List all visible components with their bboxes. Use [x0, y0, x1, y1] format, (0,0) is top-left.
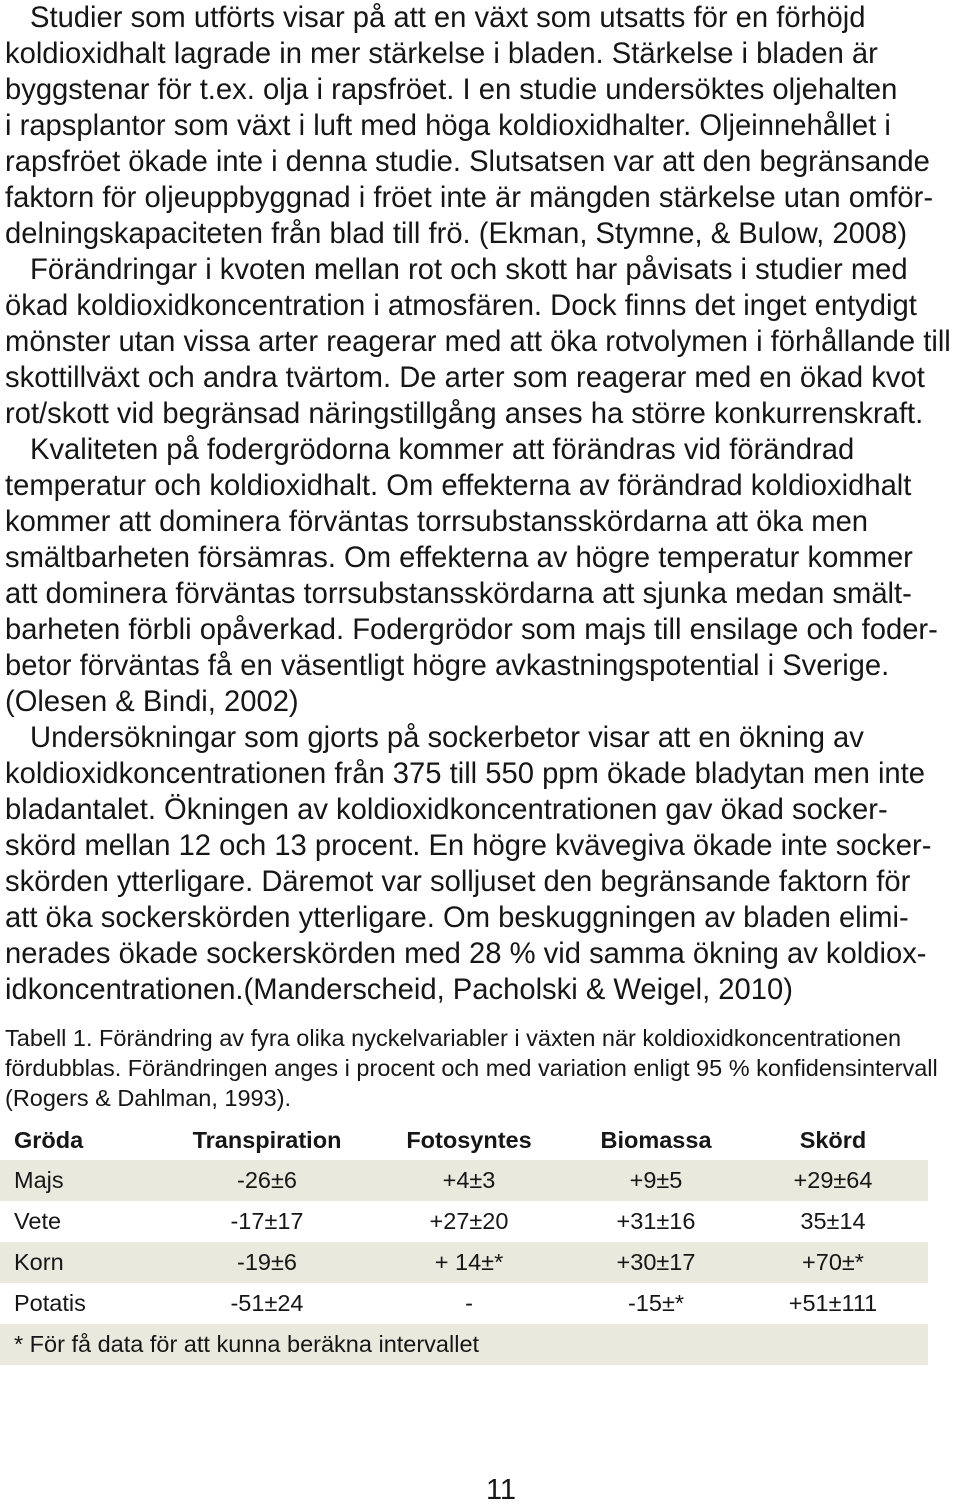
text-line: skottillväxt och andra tvärtom. De arter som reagerar med en ökad kvot [5, 362, 925, 394]
table-row [0, 1201, 928, 1242]
text-line: smältbarheten försämras. Om effekterna av högre temperatur kommer [5, 542, 913, 574]
cell-transpiration: -17±17 [230, 1208, 304, 1234]
header-yield: Skörd [799, 1126, 867, 1153]
text-line: delningskapaciteten från blad till frö. (Ekman, Stymne, & Bulow, 2008) [5, 218, 908, 250]
cell-yield: +29±64 [793, 1167, 873, 1193]
cell-yield: +70±* [802, 1249, 864, 1275]
paragraph-fodder-crops [5, 432, 955, 720]
text-line: Undersökningar som gjorts på sockerbetor visar att en ökning av [30, 722, 864, 754]
text-line: (Olesen & Bindi, 2002) [5, 686, 299, 718]
text-line: nerades ökade sockerskörden med 28 % vid samma ökning av koldiox- [5, 938, 927, 970]
text-line: temperatur och koldioxidhalt. Om effekterna av förändrad koldioxidhalt [5, 470, 912, 502]
text-line: att dominera förväntas torrsubstansskördarna att sjunka medan smält- [5, 578, 912, 610]
header-biomass: Biomassa [600, 1126, 712, 1153]
cell-yield: +51±111 [788, 1290, 878, 1316]
cell-photosynthesis: +27±20 [429, 1208, 509, 1234]
text-line: idkoncentrationen.(Manderscheid, Pacholski & Weigel, 2010) [5, 974, 793, 1006]
text-line: skörden ytterligare. Däremot var solljuset den begränsande faktorn för [5, 866, 911, 898]
table-row [0, 1283, 928, 1324]
text-line: rapsfröet ökade inte i denna studie. Slutsatsen var att den begränsande [5, 146, 930, 178]
text-line: Studier som utförts visar på att en växt som utsatts för en förhöjd [30, 2, 866, 34]
table-header-row [0, 1120, 928, 1160]
cell-biomass: -15±* [627, 1290, 684, 1316]
body-text [5, 0, 955, 1008]
text-line: koldioxidhalt lagrade in mer stärkelse i bladen. Stärkelse i bladen är [5, 38, 878, 70]
text-line: bladantalet. Ökningen av koldioxidkoncentrationen gav ökad socker- [5, 794, 888, 826]
text-line: skörd mellan 12 och 13 procent. En högre kvävegiva ökade inte socker- [5, 830, 932, 862]
text-line: att öka sockerskörden ytterligare. Om beskuggningen av bladen elimi- [5, 902, 909, 934]
text-line: Förändringar i kvoten mellan rot och skott har påvisats i studier med [30, 254, 908, 286]
table-row [0, 1160, 928, 1201]
paragraph-rapeseed-oil [5, 0, 955, 252]
header-photosynthesis: Fotosyntes [406, 1126, 532, 1153]
text-line: betor förväntas få en väsentligt högre avkastningspotential i Sverige. [5, 650, 890, 682]
cell-crop: Potatis [14, 1290, 86, 1316]
text-line: koldioxidkoncentrationen från 375 till 550 ppm ökade bladytan men inte [5, 758, 926, 790]
cell-biomass: +31±16 [616, 1208, 696, 1234]
caption-line: fördubblas. Förändringen anges i procent och med variation enligt 95 % konfidensintervall [5, 1055, 938, 1081]
text-line: byggstenar för t.ex. olja i rapsfröet. I en studie undersöktes oljehalten [5, 74, 898, 106]
text-line: kommer att dominera förväntas torrsubstansskördarna att öka men [5, 506, 869, 538]
cell-photosynthesis: + 14±* [434, 1249, 504, 1275]
cell-photosynthesis: - [465, 1290, 473, 1316]
cell-crop: Majs [14, 1167, 64, 1193]
cell-biomass: +9±5 [629, 1167, 683, 1193]
text-line: ökad koldioxidkoncentration i atmosfären. Dock finns det inget entydigt [5, 290, 917, 322]
text-line: mönster utan vissa arter reagerar med att öka rotvolymen i förhållande till [5, 326, 951, 358]
caption-line: Tabell 1. Förändring av fyra olika nyckelvariabler i växten när koldioxidkoncentrationen [5, 1025, 902, 1051]
cell-transpiration: -19±6 [237, 1249, 297, 1275]
page-number: 11 [485, 1474, 517, 1506]
cell-transpiration: -51±24 [230, 1290, 304, 1316]
table-caption [5, 1023, 955, 1113]
text-line: i rapsplantor som växt i luft med höga koldioxidhalter. Oljeinnehållet i [5, 110, 891, 142]
caption-line: (Rogers & Dahlman, 1993). [5, 1085, 292, 1111]
paragraph-sugar-beet [5, 720, 955, 1008]
header-transpiration: Transpiration [192, 1126, 342, 1153]
text-line: rot/skott vid begränsad näringstillgång anses ha större konkurrenskraft. [5, 398, 924, 430]
paragraph-root-shoot-ratio [5, 252, 955, 432]
table-footnote: * För få data för att kunna beräkna intervallet [0, 1324, 928, 1365]
cell-biomass: +30±17 [616, 1249, 696, 1275]
cell-photosynthesis: +4±3 [442, 1167, 496, 1193]
text-line: barheten förbli opåverkad. Fodergrödor som majs till ensilage och foder- [5, 614, 938, 646]
table-row [0, 1242, 928, 1283]
cell-crop: Vete [14, 1208, 62, 1234]
cell-crop: Korn [14, 1249, 64, 1275]
cell-yield: 35±14 [800, 1208, 866, 1234]
header-crop: Gröda [14, 1126, 84, 1153]
text-line: Kvaliteten på fodergrödorna kommer att förändras vid förändrad [30, 434, 855, 466]
text-line: faktorn för oljeuppbyggnad i fröet inte är mängden stärkelse utan omför- [5, 182, 934, 214]
data-table [0, 1120, 928, 1365]
cell-transpiration: -26±6 [237, 1167, 297, 1193]
